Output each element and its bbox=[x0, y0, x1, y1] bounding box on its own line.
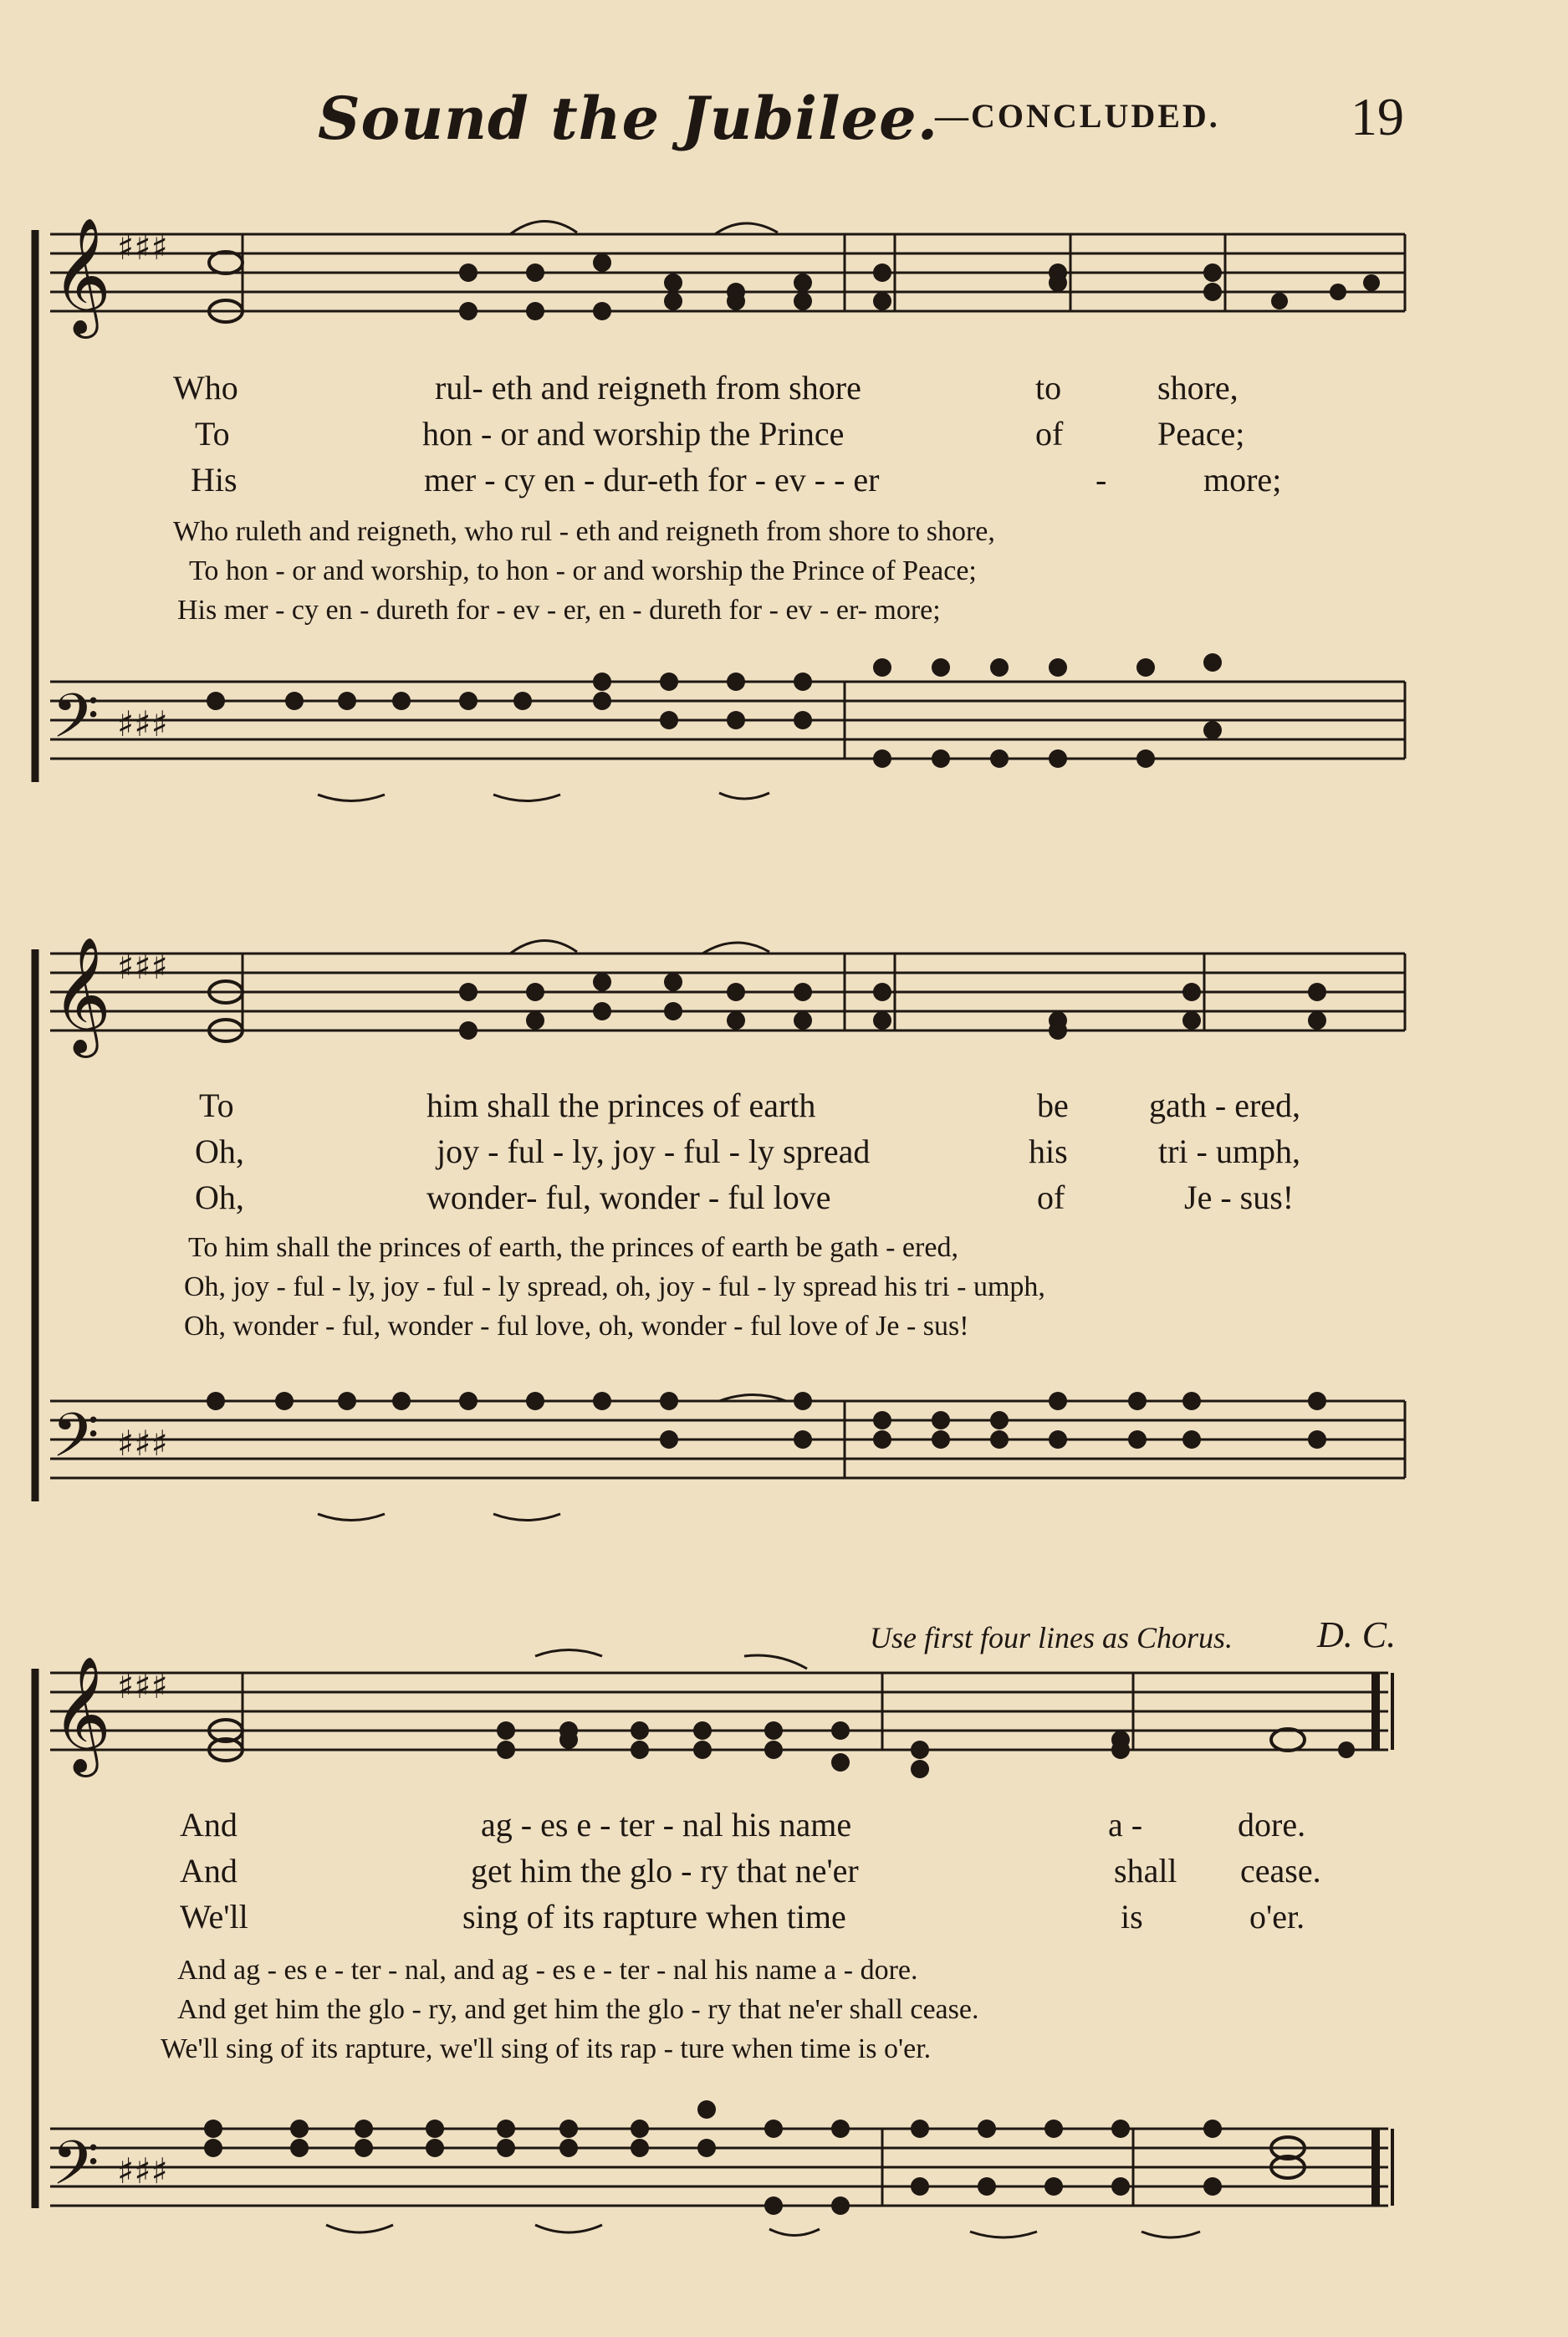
lyric-syllable: rul- eth and reigneth from shore bbox=[435, 369, 861, 407]
lyric-syllable: And bbox=[180, 1806, 237, 1844]
lyric-syllable: of bbox=[1035, 415, 1064, 453]
lyric-syllable: of bbox=[1037, 1179, 1065, 1216]
da-capo-mark: D. C. bbox=[1317, 1614, 1397, 1655]
page-number: 19 bbox=[1351, 87, 1404, 146]
hymn-title: Sound the Jubilee. bbox=[318, 84, 939, 153]
lyric-syllable: Oh, bbox=[195, 1179, 244, 1216]
lyric-syllable: tri - umph, bbox=[1158, 1133, 1300, 1170]
lyric-syllable: a - bbox=[1108, 1806, 1143, 1844]
lyric-syllable: To bbox=[195, 415, 230, 453]
lyric-syllable: his bbox=[1029, 1133, 1068, 1170]
lyric-syllable: - bbox=[1096, 461, 1107, 499]
svg-text:♯♯♯: ♯♯♯ bbox=[117, 227, 168, 268]
svg-text:𝄢: 𝄢 bbox=[52, 2127, 100, 2213]
lyric-syllable: be bbox=[1037, 1087, 1069, 1124]
lyric-syllable: cease. bbox=[1240, 1852, 1321, 1890]
lyric-syllable: To bbox=[199, 1087, 234, 1124]
svg-text:𝄢: 𝄢 bbox=[52, 680, 100, 766]
lyric-text: Who ruleth and reigneth, who rul - eth and reigneth from shore to shore, bbox=[173, 516, 995, 547]
svg-text:♯♯♯: ♯♯♯ bbox=[117, 1665, 168, 1706]
lyric-syllable: him shall the princes of earth bbox=[426, 1087, 816, 1124]
svg-text:𝄞: 𝄞 bbox=[52, 1656, 111, 1772]
lyric-syllable: shore, bbox=[1157, 369, 1239, 407]
lyric-text: And ag - es e - ter - nal, and ag - es e - ter - nal his name a - dore. bbox=[177, 1955, 918, 1986]
lyric-syllable: Who bbox=[173, 369, 238, 407]
lyric-syllable: ag - es e - ter - nal his name bbox=[481, 1806, 852, 1844]
lyric-syllable: mer - cy en - dur-eth for - ev - - er bbox=[424, 461, 880, 499]
svg-text:♯♯♯: ♯♯♯ bbox=[117, 946, 168, 987]
lyric-syllable: joy - ful - ly, joy - ful - ly spread bbox=[437, 1133, 871, 1170]
lyric-syllable: gath - ered, bbox=[1149, 1087, 1301, 1124]
lyric-syllable: to bbox=[1035, 369, 1062, 407]
svg-text:♯♯♯: ♯♯♯ bbox=[117, 2150, 168, 2191]
lyric-text: His mer - cy en - dureth for - ev - er, en - dureth for - ev - er- more; bbox=[177, 595, 941, 626]
lyric-syllable: Oh, bbox=[195, 1133, 244, 1170]
svg-text:♯♯♯: ♯♯♯ bbox=[117, 1423, 168, 1464]
lyric-syllable: We'll bbox=[180, 1898, 248, 1936]
lyric-text: We'll sing of its rapture, we'll sing of its rap - ture when time is o'er. bbox=[161, 2033, 932, 2064]
lyric-syllable: Je - sus! bbox=[1184, 1179, 1295, 1216]
lyric-text: To him shall the princes of earth, the princes of earth be gath - ered, bbox=[188, 1232, 958, 1263]
svg-text:𝄢: 𝄢 bbox=[52, 1399, 100, 1486]
lyric-syllable: is bbox=[1121, 1898, 1143, 1936]
svg-text:♯♯♯: ♯♯♯ bbox=[117, 703, 168, 744]
lyric-syllable: hon - or and worship the Prince bbox=[422, 415, 845, 453]
lyric-syllable: sing of its rapture when time bbox=[462, 1898, 846, 1936]
lyric-syllable: Peace; bbox=[1157, 415, 1245, 453]
svg-text:𝄞: 𝄞 bbox=[52, 937, 111, 1053]
lyric-syllable: dore. bbox=[1238, 1806, 1306, 1844]
lyric-syllable: His bbox=[191, 461, 237, 499]
lyric-text: Oh, joy - ful - ly, joy - ful - ly spread, oh, joy - ful - ly spread his tri - umph, bbox=[184, 1271, 1045, 1302]
lyric-syllable: more; bbox=[1203, 461, 1282, 499]
concluded-label: —CONCLUDED. bbox=[935, 97, 1220, 135]
lyric-text: Oh, wonder - ful, wonder - ful love, oh, wonder - ful love of Je - sus! bbox=[184, 1311, 969, 1342]
lyric-text: To hon - or and worship, to hon - or and worship the Prince of Peace; bbox=[189, 555, 977, 586]
svg-text:𝄞: 𝄞 bbox=[52, 217, 111, 334]
lyric-text: And get him the glo - ry, and get him the glo - ry that ne'er shall cease. bbox=[177, 1994, 979, 2025]
chorus-direction: Use first four lines as Chorus. bbox=[870, 1621, 1233, 1654]
lyric-syllable: And bbox=[180, 1852, 237, 1890]
lyric-syllable: wonder- ful, wonder - ful love bbox=[426, 1179, 831, 1216]
lyric-syllable: o'er. bbox=[1249, 1898, 1305, 1936]
lyric-syllable: shall bbox=[1114, 1852, 1177, 1890]
lyric-syllable: get him the glo - ry that ne'er bbox=[471, 1852, 859, 1890]
